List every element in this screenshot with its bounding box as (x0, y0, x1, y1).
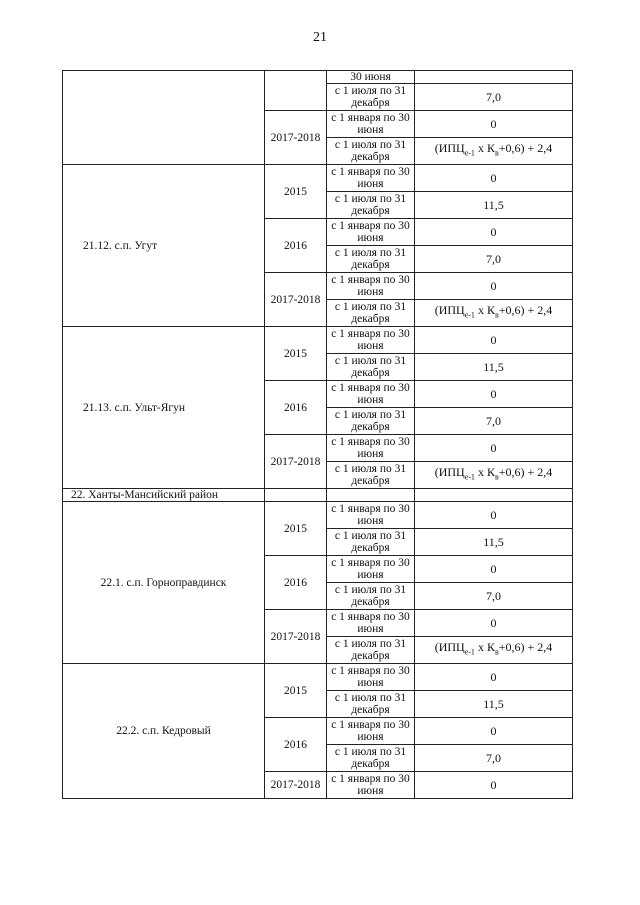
year-cell: 2015 (265, 165, 327, 219)
period-cell: с 1 января по 30 июня (327, 772, 415, 799)
period-cell: с 1 июля по 31 декабря (327, 583, 415, 610)
year-cell: 2017-2018 (265, 435, 327, 489)
year-cell: 2016 (265, 718, 327, 772)
page-number: 21 (313, 30, 327, 45)
value-cell: 0 (415, 435, 573, 462)
empty-cell (415, 489, 573, 502)
period-cell: с 1 июля по 31 декабря (327, 138, 415, 165)
value-cell: 0 (415, 327, 573, 354)
value-cell: 7,0 (415, 408, 573, 435)
year-cell: 2017-2018 (265, 772, 327, 799)
empty-cell (265, 489, 327, 502)
formula-cell: ($ИПЦ_{е-1}$ х $К_в+0,6) + 2,4$ (415, 462, 573, 489)
place-cell: 21.12. с.п. Угут (63, 165, 265, 327)
district-cell: 22. Ханты-Мансийский район (63, 489, 265, 502)
period-cell: с 1 июля по 31 декабря (327, 529, 415, 556)
year-cell: 2015 (265, 664, 327, 718)
period-cell: с 1 июля по 31 декабря (327, 300, 415, 327)
table-row (63, 327, 573, 354)
value-cell: 0 (415, 556, 573, 583)
value-cell: 0 (415, 718, 573, 745)
value-cell: 11,5 (415, 529, 573, 556)
period-cell: с 1 января по 30 июня (327, 381, 415, 408)
value-cell: 0 (415, 273, 573, 300)
table-row (63, 71, 573, 84)
place-cell (63, 71, 265, 165)
value-cell: 11,5 (415, 691, 573, 718)
value-cell: 7,0 (415, 246, 573, 273)
period-cell: с 1 июля по 31 декабря (327, 691, 415, 718)
table-row (63, 664, 573, 691)
period-cell: с 1 января по 30 июня (327, 327, 415, 354)
value-cell: 7,0 (415, 583, 573, 610)
place-cell: 22.1. с.п. Горноправдинск (63, 502, 265, 664)
year-cell: 2016 (265, 219, 327, 273)
formula-cell: ($ИПЦ_{е-1}$ х $К_в+0,6) + 2,4$ (415, 300, 573, 327)
tariff-table (62, 70, 573, 799)
period-cell: с 1 января по 30 июня (327, 556, 415, 583)
year-cell: 2015 (265, 502, 327, 556)
period-cell: с 1 июля по 31 декабря (327, 192, 415, 219)
period-cell: с 1 января по 30 июня (327, 273, 415, 300)
value-cell: 11,5 (415, 192, 573, 219)
period-cell: с 1 июля по 31 декабря (327, 354, 415, 381)
table-row (63, 502, 573, 529)
period-cell: 30 июня (327, 71, 415, 84)
period-cell: с 1 июля по 31 декабря (327, 246, 415, 273)
value-cell: 0 (415, 772, 573, 799)
period-cell: с 1 января по 30 июня (327, 435, 415, 462)
year-cell: 2015 (265, 327, 327, 381)
value-cell (415, 71, 573, 84)
empty-cell (327, 489, 415, 502)
table-row (63, 165, 573, 192)
year-cell: 2016 (265, 381, 327, 435)
year-cell: 2017-2018 (265, 610, 327, 664)
place-cell: 21.13. с.п. Ульт-Ягун (63, 327, 265, 489)
year-cell: 2016 (265, 556, 327, 610)
value-cell: 0 (415, 111, 573, 138)
value-cell: 7,0 (415, 84, 573, 111)
value-cell: 0 (415, 381, 573, 408)
period-cell: с 1 января по 30 июня (327, 718, 415, 745)
value-cell: 11,5 (415, 354, 573, 381)
period-cell: с 1 января по 30 июня (327, 664, 415, 691)
period-cell: с 1 июля по 31 декабря (327, 408, 415, 435)
value-cell: 0 (415, 219, 573, 246)
period-cell: с 1 июля по 31 декабря (327, 84, 415, 111)
period-cell: с 1 июля по 31 декабря (327, 462, 415, 489)
value-cell: 0 (415, 502, 573, 529)
period-cell: с 1 января по 30 июня (327, 219, 415, 246)
period-cell: с 1 января по 30 июня (327, 111, 415, 138)
value-cell: 0 (415, 664, 573, 691)
formula-cell: ($ИПЦ_{е-1}$ х $К_в+0,6) + 2,4$ (415, 637, 573, 664)
period-cell: с 1 июля по 31 декабря (327, 637, 415, 664)
year-cell: 2017-2018 (265, 111, 327, 165)
year-cell (265, 71, 327, 111)
value-cell: 0 (415, 610, 573, 637)
value-cell: 7,0 (415, 745, 573, 772)
period-cell: с 1 января по 30 июня (327, 165, 415, 192)
value-cell: 0 (415, 165, 573, 192)
table-row (63, 489, 573, 502)
place-cell: 22.2. с.п. Кедровый (63, 664, 265, 799)
year-cell: 2017-2018 (265, 273, 327, 327)
period-cell: с 1 января по 30 июня (327, 610, 415, 637)
formula-cell: ($ИПЦ_{е-1}$ х $К_в+0,6) + 2,4$ (415, 138, 573, 165)
period-cell: с 1 июля по 31 декабря (327, 745, 415, 772)
period-cell: с 1 января по 30 июня (327, 502, 415, 529)
